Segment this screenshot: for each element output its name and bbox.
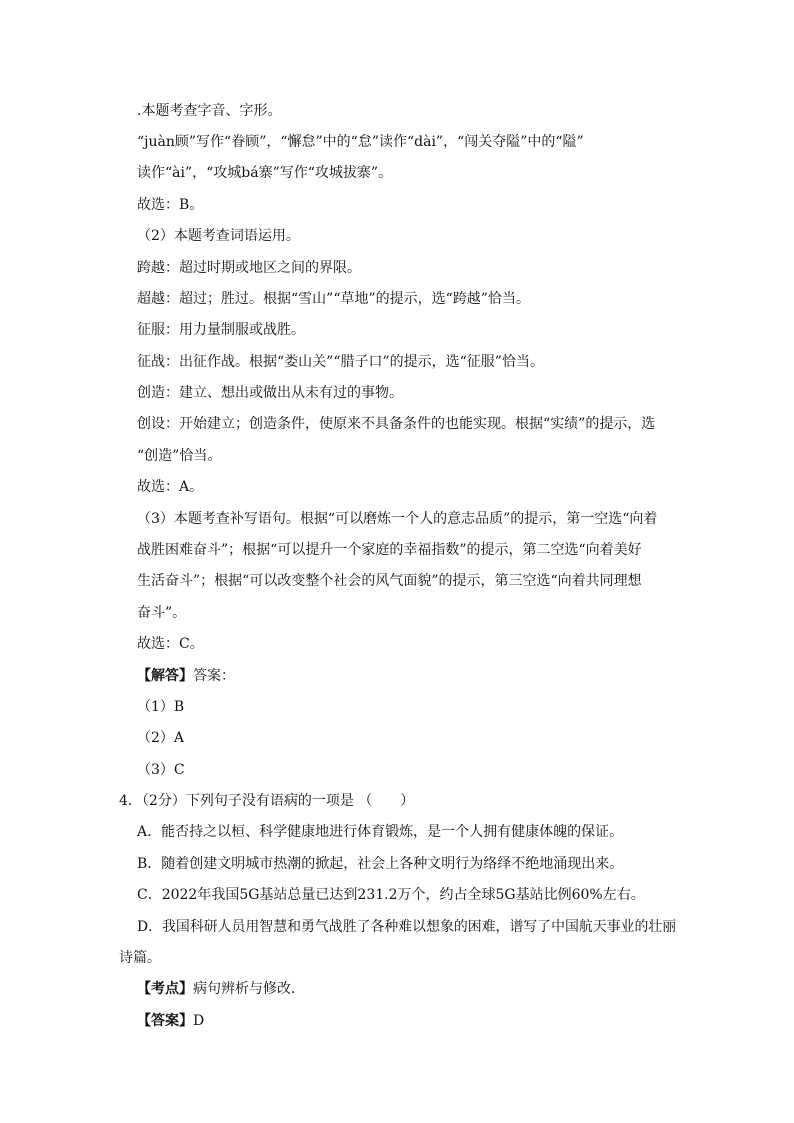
question-stem: 4．（2分）下列句子没有语病的一项是 （ ） [119,793,415,809]
text-line: .本题考查字音、字形。 [137,103,282,119]
text-line: 故选：B。 [137,197,204,213]
text-line: “创造”恰当。 [137,448,222,464]
text-line: 征战：出征作战。根据“娄山关”“腊子口”的提示，选“征服”恰当。 [137,354,544,370]
text-line: 奋斗”。 [137,605,187,621]
text-line: 超越：超过；胜过。根据“雪山”“草地”的提示，选“跨越”恰当。 [137,291,530,307]
text-line: 创设：开始建立；创造条件，使原来不具备条件的也能实现。根据“实绩”的提示，选 [137,416,656,432]
answer-line [137,1011,204,1031]
text-line: 跨越：超过时期或地区之间的界限。 [137,260,361,276]
text-line: 征服：用力量制服或战胜。 [137,322,305,338]
option-d-continued: 诗篇。 [119,950,161,966]
solution-text: 答案： [193,668,235,684]
knowledge-point-line [137,979,305,999]
option-c: C．2022年我国5G基站总量已达到231.2万个，约占全球5G基站比例60%左右。 [137,887,645,903]
knowledge-point-text: 病句辨析与修改． [193,981,305,997]
text-line: 读作“ài”，“攻城bá寨”写作“攻城拔寨”。 [137,165,393,181]
option-a: A．能否持之以桓、科学健康地进行体育锻炼，是一个人拥有健康体魄的保证。 [137,824,624,840]
text-line: 故选：C。 [137,636,204,652]
text-line: （3）C [137,762,185,778]
option-b: B．随着创建文明城市热潮的掀起，社会上各种文明行为络绎不绝地涌现出来。 [137,856,624,872]
text-line: “juàn顾”写作“眷顾”，“懈怠”中的“怠”读作“dài”，“闯关夺隘”中的“隘” [137,134,584,150]
option-d: D．我国科研人员用智慧和勇气战胜了各种难以想象的困难，谱写了中国航天事业的壮丽 [137,919,677,935]
answer-label: 【答案】 [137,1013,193,1029]
text-line: （2）本题考查词语运用。 [137,228,300,244]
text-line: 创造：建立、想出或做出从未有过的事物。 [137,385,403,401]
text-line: 故选：A。 [137,479,204,495]
text-line: 战胜困难奋斗”；根据“可以提升一个家庭的幸福指数”的提示，第二空选“向着美好 [137,542,642,558]
answer-text: D [193,1013,205,1029]
knowledge-point-label: 【考点】 [137,981,193,997]
text-line: （2）A [137,730,185,746]
text-line: （3）本题考查补写语句。根据“可以磨炼一个人的意志品质”的提示，第一空选“向着 [137,511,658,527]
solution-line [137,666,235,686]
solution-label: 【解答】 [137,668,193,684]
text-line: （1）B [137,699,185,715]
text-line: 生活奋斗”；根据“可以改变整个社会的风气面貌”的提示，第三空选“向着共同理想 [137,573,642,589]
